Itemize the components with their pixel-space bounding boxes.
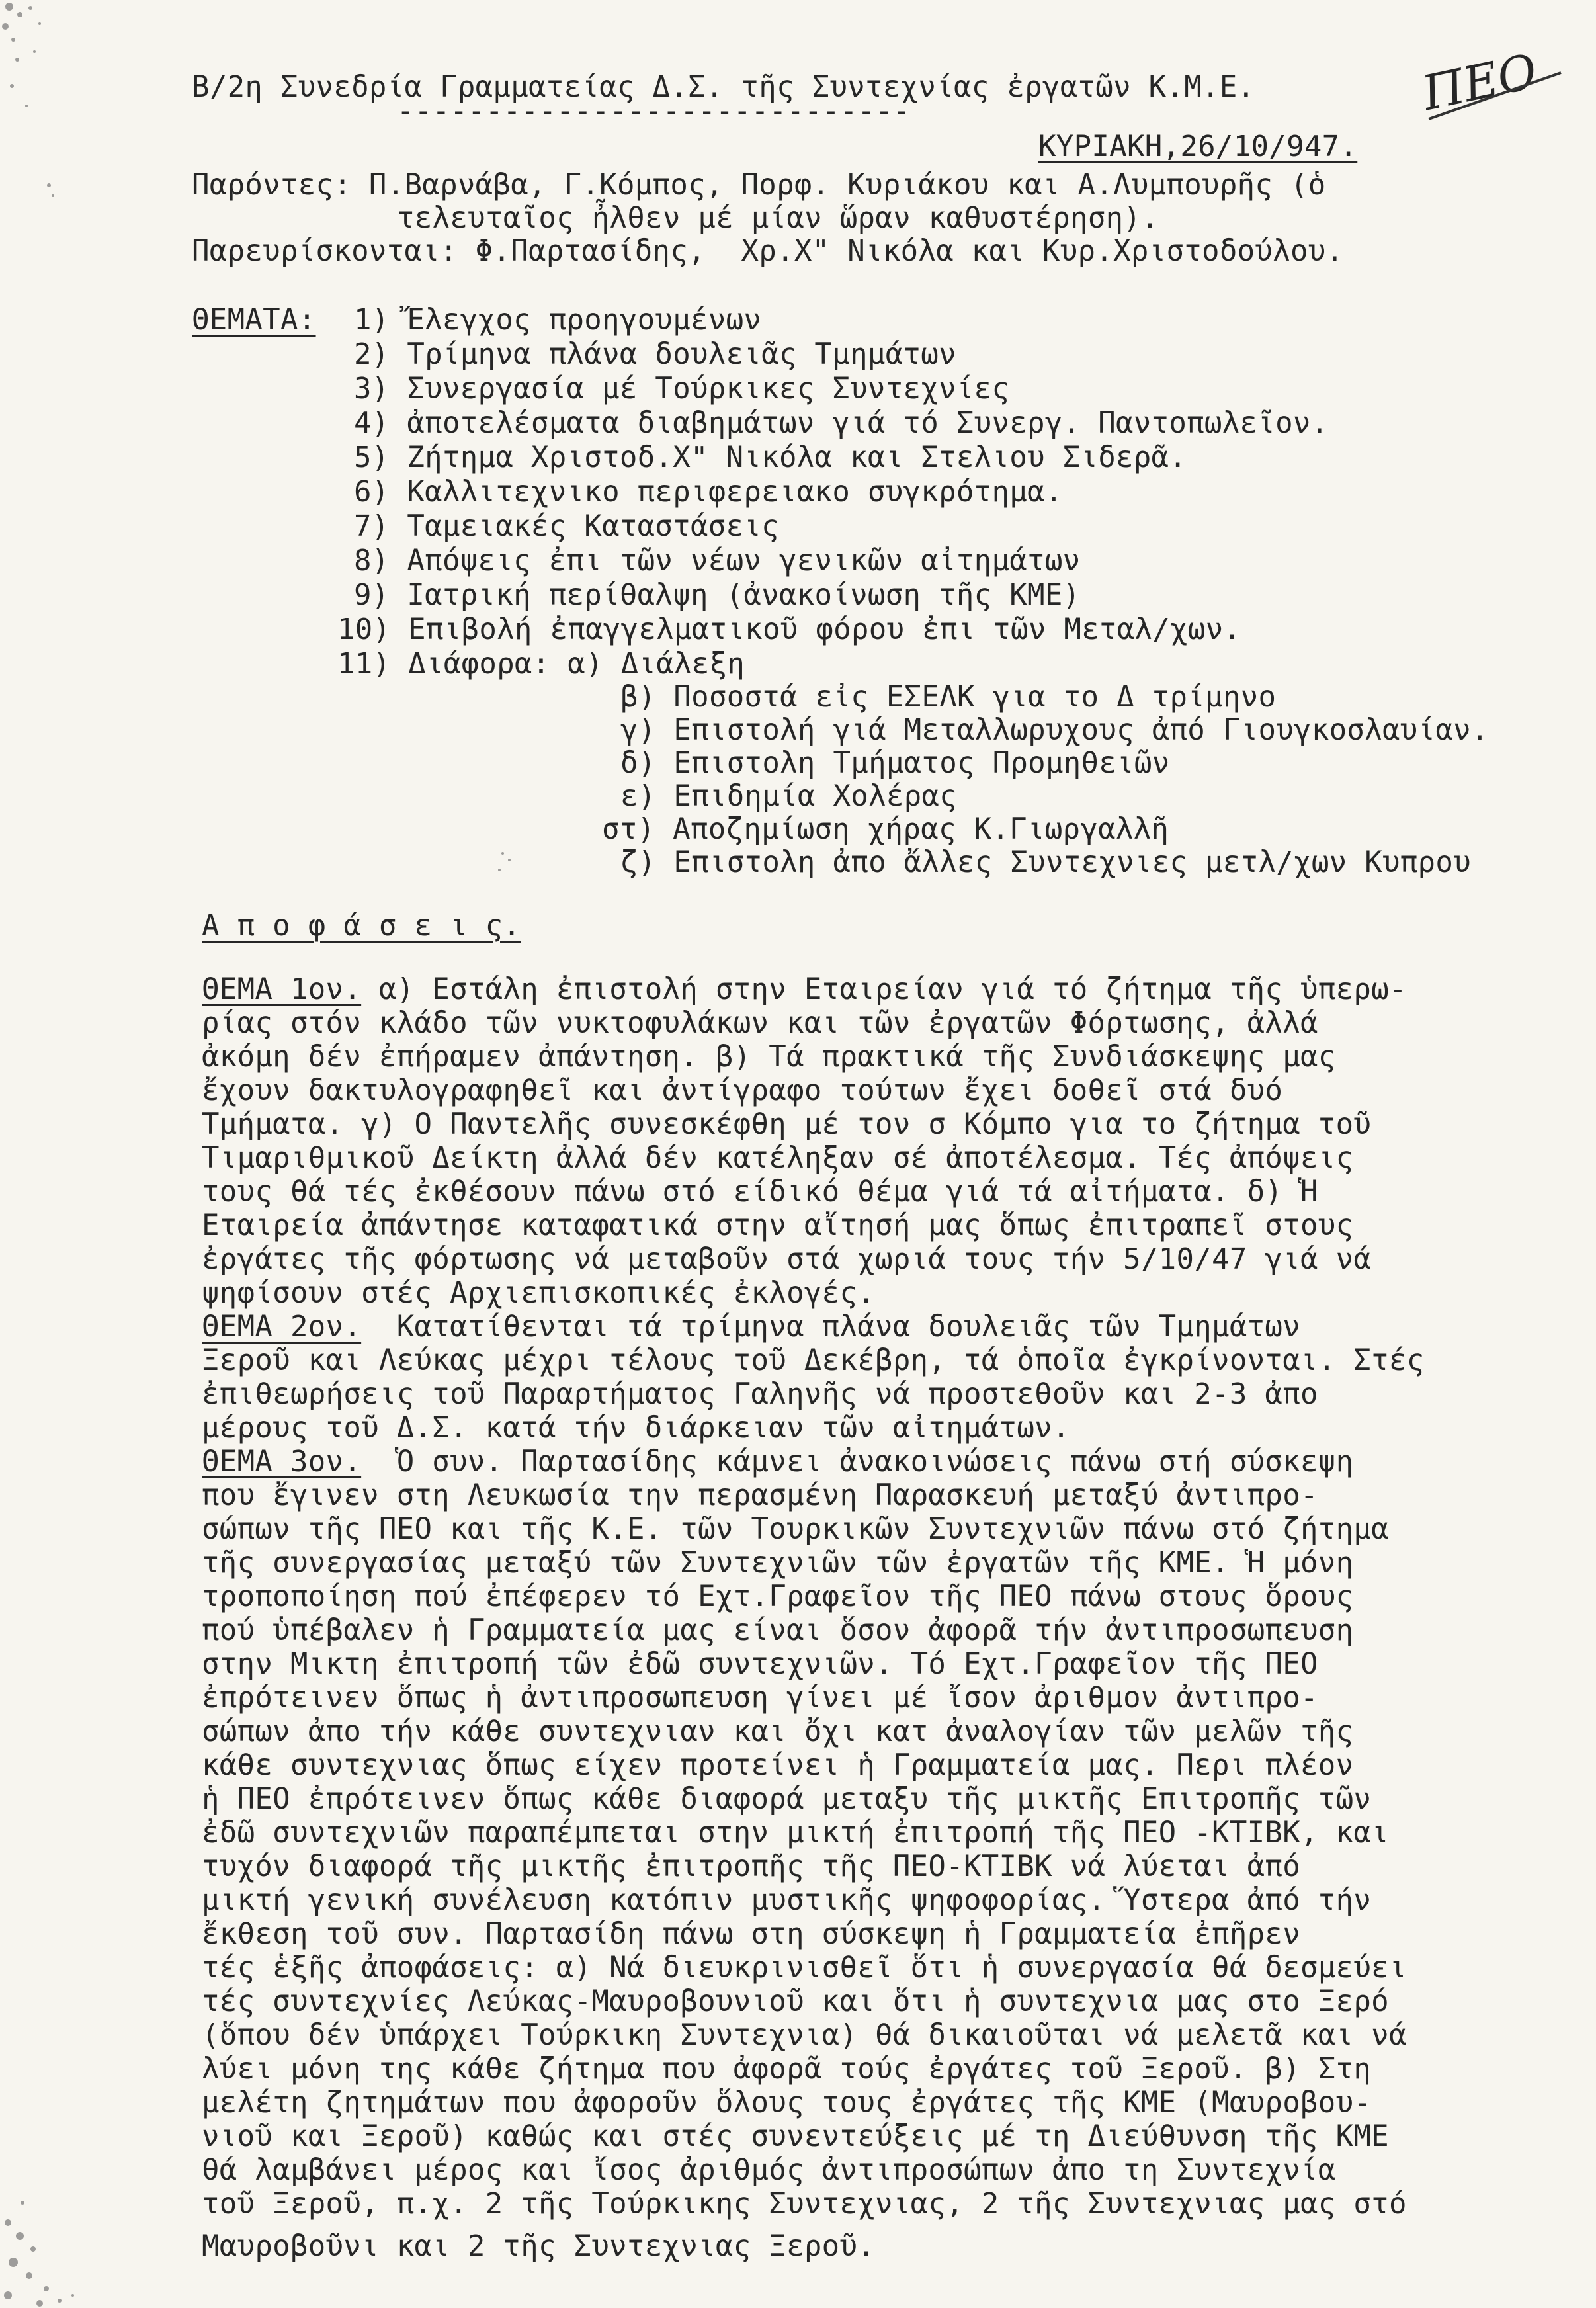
agenda-item: 9) Ιατρική περίθαλψη (ἀνακοίνωση τῆς ΚΜΕ) bbox=[354, 578, 1081, 612]
attendees-present: Παρόντες: Π.Βαρνάβα, Γ.Κόμπος, Πορφ. Κυριάκου και Α.Λυμπουρῆς (ὁ bbox=[192, 168, 1326, 202]
decision-line: μέρους τοῦ Δ.Σ. κατά τήν διάρκειαν τῶν αἰτημάτων. bbox=[202, 1411, 1070, 1445]
decision-line: Τιμαριθμικοῦ Δείκτη ἀλλά δέν κατέληξαν σέ ἀποτέλεσμα. Τές ἀπόψεις bbox=[202, 1141, 1354, 1175]
decision-line: Μαυροβοῦνι και 2 τῆς Συντεχνιας Ξεροῦ. bbox=[202, 2229, 876, 2263]
agenda-item: 11) Διάφορα: α) Διάλεξη bbox=[337, 647, 745, 681]
decision-line: ἡ ΠΕΟ ἐπρότεινεν ὅπως κάθε διαφορά μεταξυ τῆς μικτῆς Επιτροπῆς τῶν bbox=[202, 1782, 1372, 1816]
decision-line: ἔκθεση τοῦ συν. Παρτασίδη πάνω στη σύσκεψη ἡ Γραμματεία ἐπῆρεν bbox=[202, 1917, 1300, 1951]
decision-line: ἐργάτες τῆς φόρτωσης νά μεταβοῦν στά χωριά τους τήν 5/10/47 γιά νά bbox=[202, 1242, 1372, 1276]
agenda-sub-item: ε) Επιδημία Χολέρας bbox=[620, 779, 958, 813]
decision-line: Ξεροῦ και Λεύκας μέχρι τέλους τοῦ Δεκέβρη, τά ὁποῖα ἐγκρίνονται. Στές bbox=[202, 1344, 1425, 1377]
decision-line: πού ὑπέβαλεν ἡ Γραμματεία μας είναι ὅσον ἀφορᾶ τήν ἀντιπροσωπευση bbox=[202, 1613, 1354, 1647]
topic-label: ΘΕΜΑ 3ον. bbox=[202, 1445, 362, 1478]
decision-line: τές συντεχνίες Λεύκας-Μαυροβουνιοῦ και ὅτι ἡ συντεχνια μας στο Ξερό bbox=[202, 1985, 1389, 2018]
decision-line: Εταιρεία ἀπάντησε καταφατικά στην αἴτησή μας ὅπως ἐπιτραπεῖ στους bbox=[202, 1209, 1354, 1242]
decision-line: νιοῦ και Ξεροῦ) καθώς και στές συνεντεύξεις μέ τη Διεύθυνση τῆς ΚΜΕ bbox=[202, 2119, 1389, 2153]
decision-line: τους θά τές ἐκθέσουν πάνω στό είδικό θέμα γιά τά αἰτήματα. δ) Ἡ bbox=[202, 1175, 1318, 1209]
agenda-sub-item: γ) Επιστολή γιά Μεταλλωρυχους ἀπό Γιουγκοσλαυίαν. bbox=[620, 713, 1489, 747]
decision-line: ΘΕΜΑ 1ον. α) Εστάλη ἐπιστολή στην Εταιρείαν γιά τό ζήτημα τῆς ὑπερω- bbox=[202, 972, 1407, 1006]
decision-line: ἔχουν δακτυλογραφηθεῖ και ἀντίγραφο τούτων ἔχει δοθεῖ στά δυό bbox=[202, 1074, 1283, 1107]
agenda-sub-item: ζ) Επιστολη ἀπο ἄλλες Συντεχνιες μετλ/χων Κυπρου bbox=[620, 845, 1471, 879]
agenda-item: 3) Συνεργασία μέ Τούρκικες Συντεχνίες bbox=[354, 372, 1010, 406]
decision-line: τῆς συνεργασίας μεταξύ τῶν Συντεχνιῶν τῶν ἐργατῶν τῆς ΚΜΕ. Ἡ μόνη bbox=[202, 1546, 1354, 1580]
agenda-sub-item: β) Ποσοστά εἰς ΕΣΕΛΚ για το Δ τρίμηνο bbox=[620, 680, 1277, 714]
decision-line: ΘΕΜΑ 2ον. Κατατίθενται τά τρίμηνα πλάνα δουλειᾶς τῶν Τμημάτων bbox=[202, 1310, 1301, 1344]
decision-line: που ἔγινεν στη Λευκωσία την περασμένη Παρασκευή μεταξύ ἀντιπρο- bbox=[202, 1478, 1318, 1512]
title-dashed-rule: ----------------------------- bbox=[397, 94, 911, 128]
decision-line: στην Μικτη ἐπιτροπή τῶν ἐδῶ συντεχνιῶν. Τό Εχτ.Γραφεῖον τῆς ΠΕΟ bbox=[202, 1647, 1318, 1681]
decision-line: τοῦ Ξεροῦ, π.χ. 2 τῆς Τούρκικης Συντεχνιας, 2 τῆς Συντεχνιας μας στό bbox=[202, 2187, 1407, 2221]
decision-line: ψηφίσουν στές Αρχιεπισκοπικές ἐκλογές. bbox=[202, 1276, 876, 1310]
decision-line: ΘΕΜΑ 3ον. Ὁ συν. Παρτασίδης κάμνει ἀνακοινώσεις πάνω στή σύσκεψη bbox=[202, 1445, 1354, 1478]
decision-line: ἐπρότεινεν ὅπως ἡ ἀντιπροσωπευση γίνει μέ ἴσον ἀριθμον ἀντιπρο- bbox=[202, 1681, 1318, 1715]
meeting-date: ΚΥΡΙΑΚΗ,26/10/947. bbox=[1038, 130, 1358, 163]
decision-line: τροποποίηση πού ἐπέφερεν τό Εχτ.Γραφεῖον τῆς ΠΕΟ πάνω στους ὅρους bbox=[202, 1580, 1354, 1613]
decision-line: Τμήματα. γ) Ο Παντελῆς συνεσκέφθη μέ τον σ Κόμπο για το ζήτημα τοῦ bbox=[202, 1107, 1372, 1141]
agenda-sub-item: στ) Αποζημίωση χήρας Κ.Γιωργαλλῆ bbox=[602, 812, 1169, 846]
decision-line: μελέτη ζητημάτων που ἀφοροῦν ὅλους τους ἐργάτες τῆς ΚΜΕ (Μαυροβου- bbox=[202, 2086, 1372, 2119]
decision-line: ρίας στόν κλάδο τῶν νυκτοφυλάκων και τῶν ἐργατῶν Φόρτωσης, ἀλλά bbox=[202, 1006, 1318, 1040]
agenda-item: 5) Ζήτημα Χριστοδ.Χ" Νικόλα και Στελιου Σιδερᾶ. bbox=[354, 441, 1187, 474]
decision-line: τυχόν διαφορά τῆς μικτῆς ἐπιτροπῆς τῆς ΠΕΟ-ΚΤΙΒΚ νά λύεται ἀπό bbox=[202, 1850, 1300, 1883]
agenda-item: 6) Καλλιτεχνικο περιφερειακο συγκρότημα. bbox=[354, 475, 1063, 509]
decision-line: θά λαμβάνει μέρος και ἴσος ἀριθμός ἀντιπροσώπων ἀπο τη Συντεχνία bbox=[202, 2153, 1336, 2187]
attendees-also-present: Παρευρίσκονται: Φ.Παρτασίδης, Χρ.Χ" Νικόλα και Κυρ.Χριστοδούλου. bbox=[192, 234, 1344, 268]
decision-line: (ὅπου δέν ὑπάρχει Τούρκικη Συντεχνια) θά δικαιοῦται νά μελετᾶ και νά bbox=[202, 2018, 1407, 2052]
agenda-sub-item: δ) Επιστολη Τμήματος Προμηθειῶν bbox=[620, 746, 1170, 780]
decision-line: σώπων ἀπο τήν κάθε συντεχνιαν και ὄχι κατ ἀναλογίαν τῶν μελῶν τῆς bbox=[202, 1715, 1354, 1748]
handwritten-annotation: ΠΕΟ bbox=[1417, 42, 1542, 122]
decision-line: λύει μόνη της κάθε ζήτημα που ἀφορᾶ τούς ἐργάτες τοῦ Ξεροῦ. β) Στη bbox=[202, 2052, 1372, 2086]
decisions-heading: Α π ο φ ά σ ε ι ς. bbox=[202, 909, 521, 943]
decision-line: ἀκόμη δέν ἐπήραμεν ἀπάντηση. β) Τά πρακτικά τῆς Συνδιάσκεψης μας bbox=[202, 1040, 1336, 1074]
attendees-present-cont: τελευταῖος ἦλθεν μέ μίαν ὥραν καθυστέρηση). bbox=[397, 201, 1159, 235]
decision-line: ἐδῶ συντεχνιῶν παραπέμπεται στην μικτή ἐπιτροπή τῆς ΠΕΟ -ΚΤΙΒΚ, και bbox=[202, 1816, 1389, 1850]
agenda-label: ΘΕΜΑΤΑ: bbox=[192, 303, 316, 337]
decision-line: μικτή γενική συνέλευση κατόπιν μυστικῆς ψηφοφορίας. Ὕστερα ἀπό τήν bbox=[202, 1883, 1372, 1917]
topic-label: ΘΕΜΑ 2ον. bbox=[202, 1310, 362, 1344]
agenda-item: 8) Απόψεις ἐπι τῶν νέων γενικῶν αἰτημάτων bbox=[354, 544, 1081, 577]
decision-line: ἐπιθεωρήσεις τοῦ Παραρτήματος Γαληνῆς νά προστεθοῦν και 2-3 ἀπο bbox=[202, 1377, 1318, 1411]
agenda-item: 10) Επιβολή ἐπαγγελματικοῦ φόρου ἐπι τῶν Μεταλ/χων. bbox=[337, 613, 1241, 646]
topic-label: ΘΕΜΑ 1ον. bbox=[202, 972, 362, 1006]
decision-line: τές ἑξῆς ἀποφάσεις: α) Νά διευκρινισθεῖ ὅτι ἡ συνεργασία θά δεσμεύει bbox=[202, 1951, 1407, 1985]
decision-line: σώπων τῆς ΠΕΟ και τῆς Κ.Ε. τῶν Τουρκικῶν Συντεχνιῶν πάνω στό ζήτημα bbox=[202, 1512, 1389, 1546]
agenda-item: 4) ἀποτελέσματα διαβημάτων γιά τό Συνεργ. Παντοπωλεῖον. bbox=[354, 406, 1329, 440]
decision-line: κάθε συντεχνιας ὅπως είχεν προτείνει ἡ Γραμματεία μας. Περι πλέον bbox=[202, 1748, 1354, 1782]
agenda-item: 2) Τρίμηνα πλάνα δουλειᾶς Τμημάτων bbox=[354, 337, 956, 371]
document-title: Β/2η Συνεδρία Γραμματείας Δ.Σ. τῆς Συντεχνίας ἐργατῶν Κ.Μ.Ε. bbox=[192, 70, 1255, 104]
agenda-item: 7) Ταμειακές Καταστάσεις bbox=[354, 509, 779, 543]
agenda-item: 1) Ἔλεγχος προηγουμένων bbox=[354, 303, 762, 337]
